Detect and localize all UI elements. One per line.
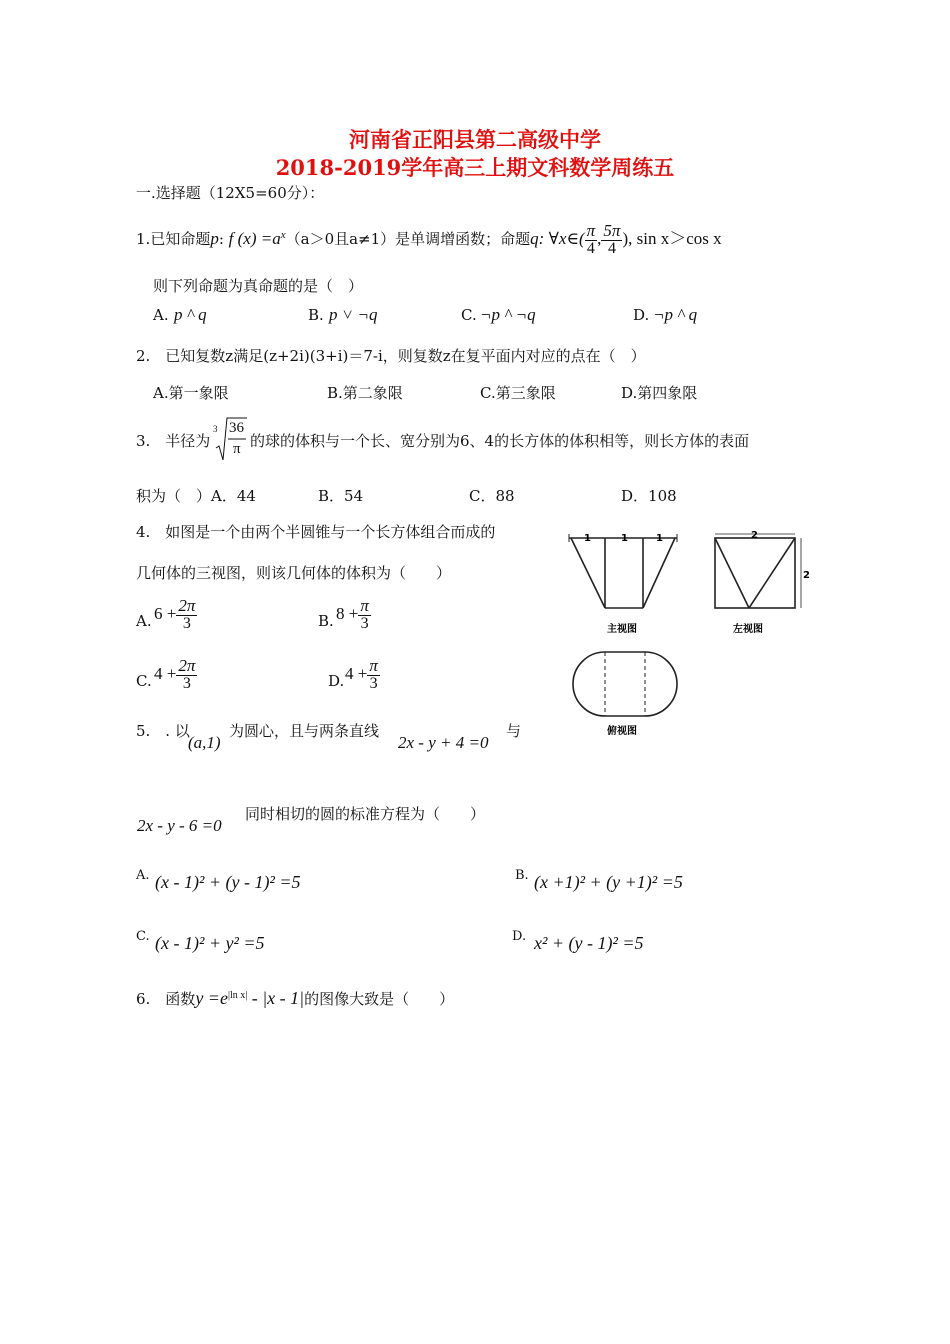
q5-line-b: 2x - y - 6 =0 — [137, 816, 222, 835]
q3-option-c: C．88 — [469, 487, 515, 505]
q4-option-b: 8 + $\frac{\pi}{3}$ — [336, 596, 369, 632]
three-view-figure — [555, 522, 820, 742]
question-1-line-2: 则下列命题为真命题的是（ ） — [153, 277, 364, 295]
question-5-with: 与 — [506, 722, 522, 740]
question-2: 2. 已知复数z满足(z+2i)(3+i)＝7-i，则复数z在复平面内对应的点在（ ） — [136, 347, 646, 365]
question-5-prefix: 5. . 以 — [136, 722, 190, 740]
q5-center-point: (a,1) — [188, 733, 221, 752]
q4-option-a: 6 + $\frac{2\pi}{3}$ — [154, 596, 196, 632]
q1-option-c-label: C. — [461, 306, 477, 324]
q4-option-d: 4 + $\frac{\pi}{3}$ — [345, 656, 378, 692]
cube-root: 3 36 π — [213, 416, 247, 462]
q1-option-a-label: A. — [153, 306, 169, 324]
fraction-5pi-over-4: $\frac{5\pi}{4}$ — [603, 221, 621, 257]
q4-option-a-label: A. — [136, 612, 152, 630]
question-5-mid: 为圆心，且与两条直线 — [229, 722, 380, 740]
side-view-label: 左视图 — [733, 624, 763, 635]
q5-option-b: (x +1)² + (y +1)² =5 — [534, 872, 683, 892]
q4-option-d-label: D. — [328, 672, 345, 690]
question-3-prefix: 3. 半径为 — [136, 432, 211, 450]
q5-option-c-label: C. — [136, 929, 150, 944]
q2-option-d: D.第四象限 — [621, 384, 698, 402]
question-4-line-2: 几何体的三视图，则该几何体的体积为（ ） — [136, 564, 452, 582]
q5-option-c: (x - 1)² + y² =5 — [155, 933, 265, 953]
q1-option-d: ¬p ^ q — [653, 305, 698, 324]
side-view-drawing — [715, 538, 795, 608]
top-view-drawing — [573, 652, 677, 716]
q1-option-d-label: D. — [633, 306, 650, 324]
question-3-suffix: 的球的体积与一个长、宽分别为6、4的长方体的体积相等，则长方体的表面 — [250, 432, 750, 450]
q4-option-c: 4 + $\frac{2\pi}{3}$ — [154, 656, 196, 692]
question-1: 1.已知命题p: f $(x) =a^x(a>0$且a≠1）是单调增函数；命题q: ∀x∈( $\frac{\pi}{4}$ , $\frac{5\pi}{4}$ ), sin x＞cos x — [136, 221, 722, 257]
q5-option-a-label: A. — [136, 868, 150, 883]
front-view-drawing — [569, 534, 677, 608]
q5-option-d-label: D. — [512, 929, 527, 944]
side-dim-width: 2 — [751, 530, 758, 541]
q1-option-b-label: B. — [308, 306, 324, 324]
q1-option-a: p ^ q — [174, 305, 207, 324]
front-view-label: 主视图 — [607, 624, 637, 635]
front-dim-2: 1 — [621, 533, 628, 544]
section-heading: 一.选择题（12X5=60分）： — [136, 184, 325, 202]
q2-option-c: C.第三象限 — [480, 384, 556, 402]
q4-option-b-label: B. — [318, 612, 334, 630]
q2-option-a: A.第一象限 — [153, 384, 229, 402]
front-dim-1: 1 — [584, 533, 591, 544]
title-line-1: 河南省正阳县第二高级中学 — [349, 127, 601, 152]
q4-option-c-label: C. — [136, 672, 152, 690]
question-6: 6. 函数$y =e^{|ln x|} - |x - 1|$的图像大致是（ ） — [136, 988, 455, 1008]
q2-option-b: B.第二象限 — [327, 384, 403, 402]
q5-option-a: (x - 1)² + (y - 1)² =5 — [155, 872, 301, 892]
q5-line-a: 2x - y + 4 =0 — [398, 733, 489, 752]
q3-option-d: D．108 — [621, 487, 677, 505]
q3-option-b: B．54 — [318, 487, 364, 505]
q1-option-b: p ˅ ¬q — [329, 305, 378, 324]
top-view-label: 俯视图 — [607, 726, 637, 737]
question-4-line-1: 4. 如图是一个由两个半圆锥与一个长方体组合而成的 — [136, 523, 496, 541]
q5-option-b-label: B. — [515, 868, 529, 883]
front-dim-3: 1 — [656, 533, 663, 544]
question-3-line-2: 积为（ ）A．44 — [136, 487, 256, 505]
side-dim-height: 2 — [803, 570, 810, 581]
q1-option-c: ¬p ^ ¬q — [480, 305, 536, 324]
q5-option-d: x² + (y - 1)² =5 — [534, 933, 644, 953]
fraction-pi-over-4: $\frac{\pi}{4}$ — [586, 221, 596, 257]
title-line-2: 2018-2019学年高三上期文科数学周练五 — [275, 155, 675, 180]
question-5-suffix: 同时相切的圆的标准方程为（ ） — [245, 805, 486, 823]
